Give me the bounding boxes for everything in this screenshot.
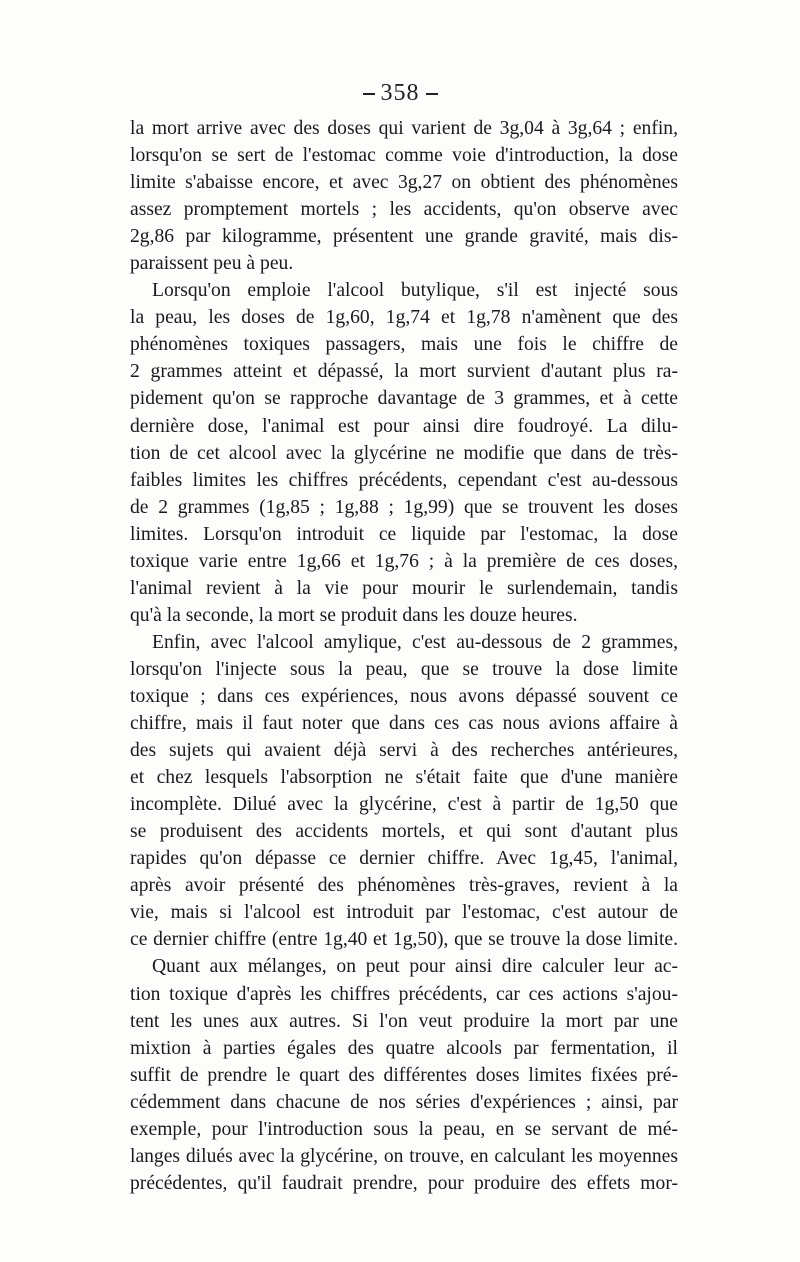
text-line: mixtion à parties égales des quatre alcools par fermentation, il	[130, 1037, 678, 1059]
text-line: vie, mais si l'alcool est introduit par l'estomac, c'est autour de	[130, 902, 678, 924]
text-line: 2g,86 par kilogramme, présentent une grande gravité, mais dis-	[130, 226, 678, 248]
text-line: dernière dose, l'animal est pour ainsi dire foudroyé. La dilu-	[130, 415, 678, 437]
text-line: lorsqu'on se sert de l'estomac comme voie d'introduction, la dose	[130, 145, 678, 167]
text-line: tion de cet alcool avec la glycérine ne modifie que dans de très-	[130, 442, 678, 464]
text-line: et chez lesquels l'absorption ne s'était faite que d'une manière	[130, 767, 678, 789]
text-line: phénomènes toxiques passagers, mais une fois le chiffre de	[130, 334, 678, 356]
text-line: faibles limites les chiffres précédents, cependant c'est au-dessous	[130, 469, 678, 491]
text-line: tent les unes aux autres. Si l'on veut produire la mort par une	[130, 1010, 678, 1032]
page-number: 358	[0, 80, 800, 107]
text-line: limites. Lorsqu'on introduit ce liquide par l'estomac, la dose	[130, 523, 678, 545]
text-line: 2 grammes atteint et dépassé, la mort survient d'autant plus ra-	[130, 361, 678, 383]
text-line: l'animal revient à la vie pour mourir le surlendemain, tandis	[130, 577, 678, 599]
text-line: chiffre, mais il faut noter que dans ces cas nous avions affaire à	[130, 713, 678, 735]
text-line: cédemment dans chacune de nos séries d'expériences ; ainsi, par	[130, 1091, 678, 1113]
text-line: assez promptement mortels ; les accidents, qu'on observe avec	[130, 199, 678, 221]
text-line: Enfin, avec l'alcool amylique, c'est au-dessous de 2 grammes,	[152, 631, 678, 653]
text-line: Lorsqu'on emploie l'alcool butylique, s'il est injecté sous	[152, 280, 678, 302]
text-line: rapides qu'on dépasse ce dernier chiffre. Avec 1g,45, l'animal,	[130, 848, 678, 870]
text-line: suffit de prendre le quart des différentes doses limites fixées pré-	[130, 1064, 678, 1086]
text-line: la peau, les doses de 1g,60, 1g,74 et 1g,78 n'amènent que des	[130, 307, 678, 329]
text-line: limite s'abaisse encore, et avec 3g,27 on obtient des phénomènes	[130, 172, 678, 194]
text-line: pidement qu'on se rapproche davantage de 3 grammes, et à cette	[130, 388, 678, 410]
text-line: Quant aux mélanges, on peut pour ainsi dire calculer leur ac-	[152, 956, 678, 978]
text-line: des sujets qui avaient déjà servi à des recherches antérieures,	[130, 740, 678, 762]
text-line: se produisent des accidents mortels, et qui sont d'autant plus	[130, 821, 678, 843]
text-line: exemple, pour l'introduction sous la peau, en se servant de mé-	[130, 1118, 678, 1140]
text-line: de 2 grammes (1g,85 ; 1g,88 ; 1g,99) que se trouvent les doses	[130, 496, 678, 518]
body-text	[130, 115, 678, 1197]
text-line: paraissent peu à peu.	[130, 253, 294, 275]
text-line: lorsqu'on l'injecte sous la peau, que se trouve la dose limite	[130, 658, 678, 680]
text-line: ce dernier chiffre (entre 1g,40 et 1g,50), que se trouve la dose limite.	[130, 929, 678, 951]
text-line: qu'à la seconde, la mort se produit dans les douze heures.	[130, 604, 578, 626]
text-line: tion toxique d'après les chiffres précédents, car ces actions s'ajou-	[130, 983, 678, 1005]
text-line: la mort arrive avec des doses qui varient de 3g,04 à 3g,64 ; enfin,	[130, 118, 678, 139]
text-line: après avoir présenté des phénomènes très-graves, revient à la	[130, 875, 678, 897]
text-line: toxique ; dans ces expériences, nous avons dépassé souvent ce	[130, 685, 678, 707]
text-line: toxique varie entre 1g,66 et 1g,76 ; à la première de ces doses,	[130, 550, 678, 572]
text-line: précédentes, qu'il faudrait prendre, pour produire des effets mor-	[130, 1172, 678, 1194]
text-line: incomplète. Dilué avec la glycérine, c'est à partir de 1g,50 que	[130, 794, 678, 816]
text-line: langes dilués avec la glycérine, on trouve, en calculant les moyennes	[130, 1145, 678, 1167]
